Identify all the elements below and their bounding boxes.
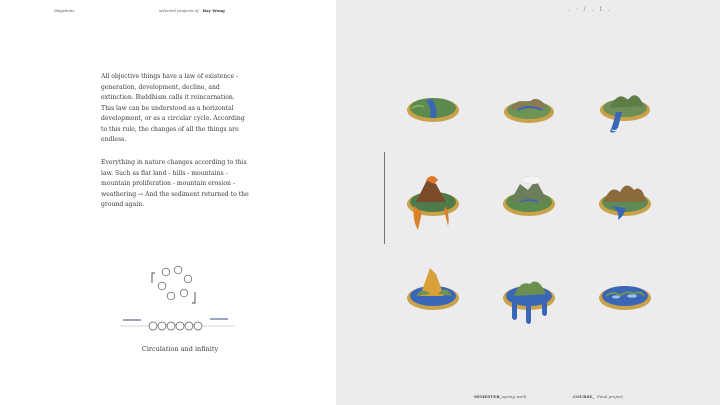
linear-circle [167, 322, 175, 330]
linear-circle [149, 322, 157, 330]
linear-circle [194, 322, 202, 330]
thumb-tall-peak [402, 264, 464, 330]
linear-circle [158, 322, 166, 330]
cycle-circle [162, 268, 170, 276]
thumb-dripping-island [498, 264, 560, 330]
thumb-lakes [594, 264, 656, 330]
cycle-circle [174, 266, 182, 274]
semester-label: SEMESTER_ [474, 394, 502, 399]
course-value: Final project [597, 394, 623, 399]
header-credit [159, 8, 225, 13]
landscape-grid [396, 72, 666, 342]
header-author: Bay Wang [202, 8, 225, 13]
header-subtitle: selected projects of [159, 8, 199, 13]
left-page [0, 0, 336, 405]
diagram-caption: Circulation and infinity [141, 345, 219, 353]
publication-title: Waystions [54, 8, 75, 13]
bracket-bottom-right [192, 292, 195, 303]
cycle-diagram [115, 258, 240, 338]
semester-value: spring work [502, 394, 527, 399]
cycle-circle [184, 275, 192, 283]
thumb-snow-peak [498, 172, 560, 238]
page-marks: . · / . t . [568, 6, 612, 13]
linear-circle [176, 322, 184, 330]
linear-circle [185, 322, 193, 330]
thumb-flat-land [402, 82, 464, 148]
thumb-eroded-mountains [594, 172, 656, 238]
cycle-circle [180, 289, 188, 297]
intro-paragraph: All objective things have a law of existence - generation, development, decline, and extinction. Buddhism calls it reincarnation. This law can be understood as a horizontal development, or as a circular cycle. According to this rule, the changes of all the things are endless. [101, 73, 245, 143]
thumb-volcano [402, 172, 464, 238]
course-label: COURSE_ [573, 394, 595, 399]
nature-paragraph: Everything in nature changes according to this law. Such as flat land - hills - mountains - mountain proliferation - mountain erosion - weathering → And the sediment returned to the ground again. [101, 159, 249, 208]
divider-line [384, 152, 385, 244]
cycle-circle [167, 292, 175, 300]
thumb-hills [498, 82, 560, 148]
thumb-waterfall [594, 82, 656, 148]
cycle-circle [158, 282, 166, 290]
bracket-top-left [152, 273, 155, 283]
